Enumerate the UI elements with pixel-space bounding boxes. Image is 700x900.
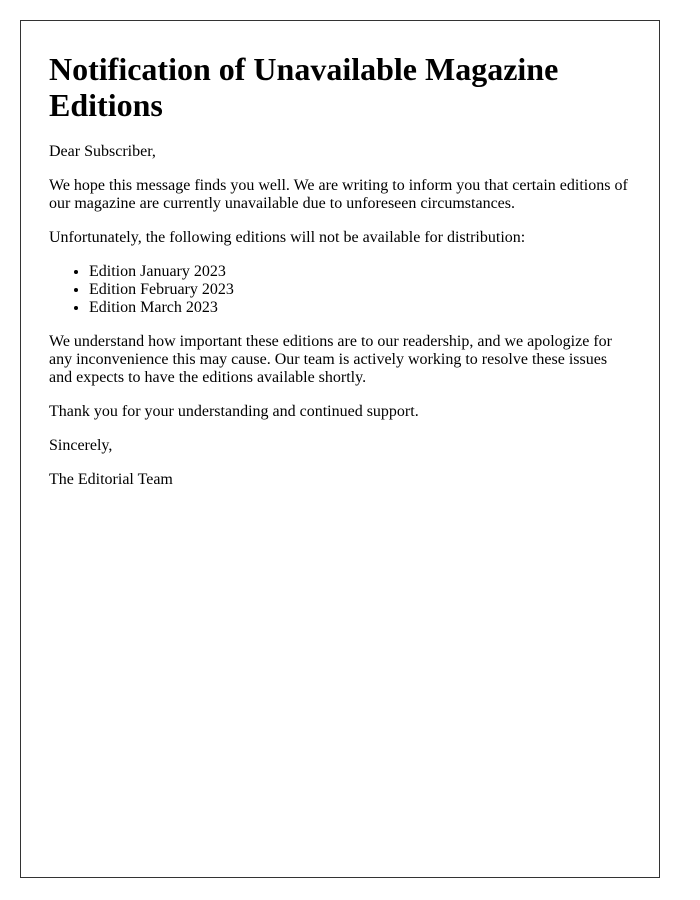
list-intro-paragraph: Unfortunately, the following editions will not be available for distribution: [49,229,526,246]
editions-list [49,263,631,317]
page-title: Notification of Unavailable Magazine Editions [49,51,559,123]
list-item: • Edition March 2023 [89,299,631,317]
closing: Sincerely, [49,437,113,454]
salutation: Dear Subscriber, [49,143,156,160]
list-item: • Edition February 2023 [89,281,631,299]
thanks-paragraph: Thank you for your understanding and continued support. [49,403,419,420]
letter-page [20,20,660,878]
intro-paragraph: We hope this message finds you well. We are writing to inform you that certain editions of our magazine are currently unavailable due to unforeseen circumstances. [49,177,628,212]
apology-paragraph: We understand how important these editions are to our readership, and we apologize for any inconvenience this may cause. Our team is actively working to resolve these issues and expects to have the editions available shortly. [49,333,612,386]
list-item: • Edition January 2023 [89,263,631,281]
signature: The Editorial Team [49,471,173,488]
